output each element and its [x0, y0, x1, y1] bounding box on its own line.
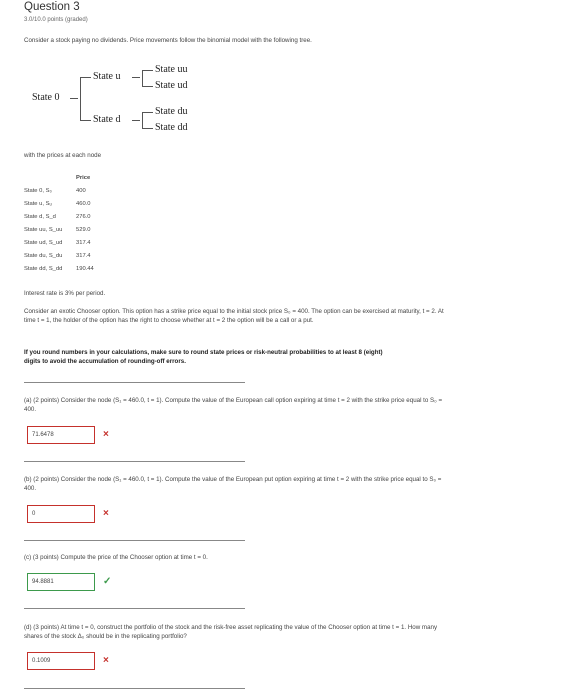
table-row — [24, 197, 94, 210]
table-row — [24, 236, 94, 249]
tree-connector — [142, 112, 153, 113]
table-row — [24, 223, 94, 236]
price-cell: 190.44 — [76, 265, 94, 272]
tree-connector — [132, 77, 140, 78]
tree-connector — [142, 70, 153, 71]
question-intro: Consider a stock paying no dividends. Price movements follow the binomial model with the following tree. — [24, 37, 312, 44]
tree-node-dd: State dd — [155, 122, 188, 133]
tree-node-root: State 0 — [32, 92, 60, 103]
state-cell: State uu, S_uu — [24, 226, 63, 233]
tree-connector — [80, 120, 91, 121]
part-d-answer-input[interactable]: 0.1009 — [27, 652, 95, 670]
correct-icon: ✓ — [103, 576, 112, 587]
tree-node-u: State u — [93, 71, 121, 82]
price-cell: 460.0 — [76, 200, 91, 207]
tree-connector — [142, 128, 153, 129]
price-cell: 400 — [76, 187, 86, 194]
rounding-note: If you round numbers in your calculations, make sure to round state prices or risk-neutral probabilities to at least 8 (eight) digits to avoid the accumulation of rounding-off errors. — [24, 349, 383, 365]
prices-intro: with the prices at each node — [24, 152, 102, 159]
incorrect-icon: × — [103, 508, 109, 519]
table-row — [24, 184, 94, 197]
price-cell: 276.0 — [76, 213, 91, 220]
price-header: Price — [76, 174, 91, 181]
tree-connector — [142, 86, 153, 87]
chooser-description: Consider an exotic Chooser option. This option has a strike price equal to the initial stock price S₀ = 400. The option can be exercised at maturity, t = 2. At time t = 1, the holder of the option has the right to choose whether at t = 2 the option will be a call or a put. — [24, 308, 444, 324]
state-cell: State ud, S_ud — [24, 239, 63, 246]
divider — [24, 608, 245, 609]
tree-connector — [132, 120, 140, 121]
state-cell: State d, S_d — [24, 213, 56, 220]
table-row — [24, 262, 94, 275]
divider — [24, 382, 245, 383]
state-cell: State du, S_du — [24, 252, 63, 259]
state-cell: State dd, S_dd — [24, 265, 63, 272]
tree-connector — [80, 77, 81, 120]
question-title: Question 3 — [24, 1, 80, 13]
points-label: 3.0/10.0 points (graded) — [24, 17, 88, 23]
divider — [24, 540, 245, 541]
price-cell: 529.0 — [76, 226, 91, 233]
state-cell: State 0, S₀ — [24, 187, 52, 194]
part-a-text: (a) (2 points) Consider the node (S₁ = 460.0, t = 1). Compute the value of the European call option expiring at time t = 2 with the strike price equal to S₀ = 400. — [24, 397, 443, 413]
table-row — [24, 249, 94, 262]
table-header-row — [24, 171, 94, 184]
tree-node-d: State d — [93, 114, 121, 125]
incorrect-icon: × — [103, 429, 109, 440]
part-a-answer-input[interactable]: 71.6478 — [27, 426, 95, 444]
divider — [24, 688, 245, 689]
part-b-text: (b) (2 points) Consider the node (S₁ = 460.0, t = 1). Compute the value of the European put option expiring at time t = 2 with the strike price equal to S₀ = 400. — [24, 476, 442, 492]
part-b-answer-input[interactable]: 0 — [27, 505, 95, 523]
table-row — [24, 210, 94, 223]
part-d-text: (d) (3 points) At time t = 0, construct the portfolio of the stock and the risk-free asset replicating the value of the Chooser option at time t = 1. How many shares of the stock Δ₀ should be in the replicating portfolio? — [24, 624, 438, 640]
state-cell: State u, Sᵤ — [24, 200, 52, 207]
tree-connector — [70, 98, 78, 99]
incorrect-icon: × — [103, 655, 109, 666]
tree-node-ud: State ud — [155, 80, 188, 91]
part-c-text: (c) (3 points) Compute the price of the Chooser option at time t = 0. — [24, 554, 208, 561]
price-table — [24, 171, 94, 275]
tree-connector — [142, 70, 143, 87]
tree-connector — [80, 77, 91, 78]
tree-connector — [142, 112, 143, 129]
tree-node-du: State du — [155, 106, 188, 117]
part-c-answer-input[interactable]: 94.8881 — [27, 573, 95, 591]
price-cell: 317.4 — [76, 239, 91, 246]
price-cell: 317.4 — [76, 252, 91, 259]
interest-rate-text: Interest rate is 3% per period. — [24, 290, 106, 297]
tree-node-uu: State uu — [155, 64, 188, 75]
divider — [24, 461, 245, 462]
